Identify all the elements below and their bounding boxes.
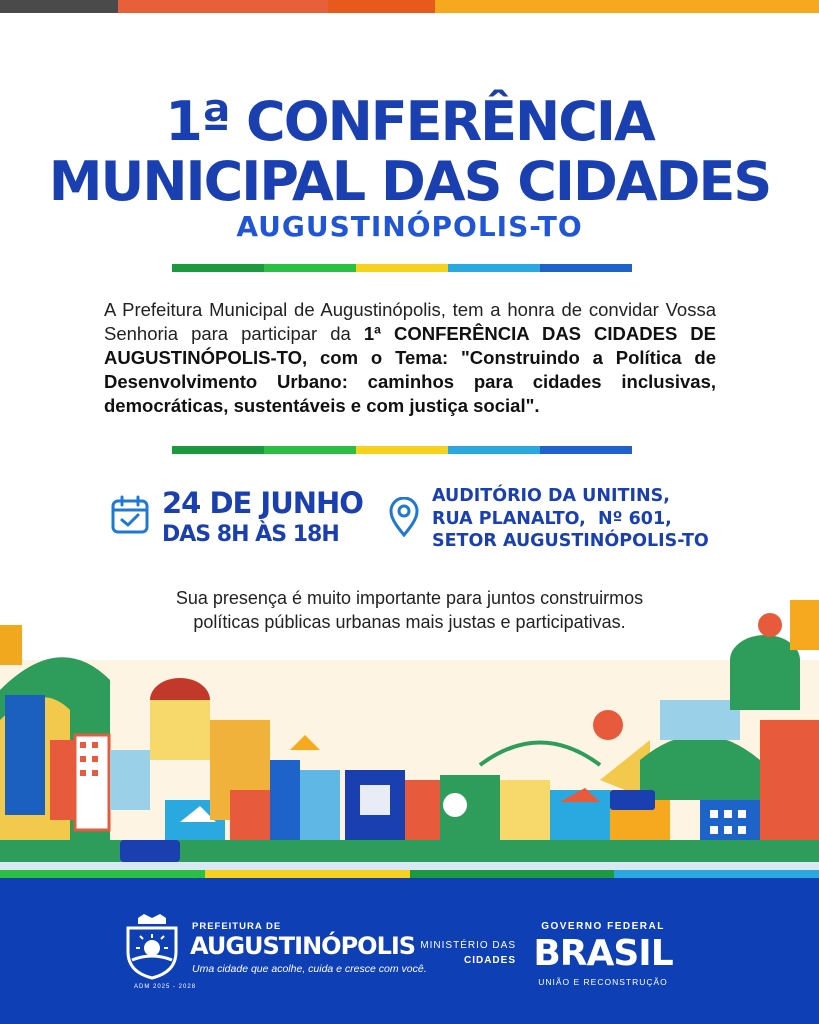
- event-address: [432, 485, 709, 553]
- uniao-reconstrucao-label: UNIÃO E RECONSTRUÇÃO: [538, 977, 668, 987]
- address-line1: AUDITÓRIO DA UNITINS,: [432, 486, 670, 506]
- event-time: DAS 8H ÀS 18H: [162, 522, 339, 547]
- invitation-text: A Prefeitura Municipal de Augustinópolis, tem a honra de convidar Vossa Senhoria para participar da 1ª CONFERÊNCIA DAS CIDADES DE AUGUSTINÓPOLIS-TO, com o Tema: "Construindo a Política de Desenvolvimento Urbano: caminhos para cidades inclusivas, democráticas, sustentáveis e com justiça social".: [104, 299, 717, 416]
- closing-message: Sua presença é muito importante para juntos construirmos políticas públicas urbanas mais justas e participativas.: [175, 588, 644, 632]
- top-color-bar: [0, 0, 819, 13]
- adm-period: ADM 2025 - 2028: [134, 984, 197, 990]
- city-illustration: [0, 600, 819, 880]
- address-line3: SETOR AUGUSTINÓPOLIS-TO: [432, 531, 709, 551]
- prefeitura-name: AUGUSTINÓPOLIS: [190, 932, 416, 960]
- ministerio-label: MINISTÉRIO DAS CIDADES: [420, 940, 516, 966]
- city-subtitle: AUGUSTINÓPOLIS-TO: [236, 210, 583, 243]
- color-stripe-top: [172, 264, 632, 272]
- brasil-logo: BRASIL: [533, 933, 673, 974]
- governo-federal-label: GOVERNO FEDERAL: [541, 921, 665, 932]
- page-title-line2: MUNICIPAL DAS CIDADES: [48, 150, 771, 213]
- page-title-line1: 1ª CONFERÊNCIA: [165, 90, 654, 153]
- prefeitura-small-label: PREFEITURA DE: [192, 921, 282, 932]
- calendar-icon: [110, 495, 150, 535]
- location-pin-icon: [388, 497, 420, 537]
- address-line2: RUA PLANALTO, Nº 601,: [432, 508, 672, 529]
- color-stripe-bottom: [172, 446, 632, 454]
- prefeitura-emblem-logo: [118, 912, 186, 982]
- prefeitura-slogan: Uma cidade que acolhe, cuida e cresce com você.: [192, 963, 427, 975]
- event-date: 24 DE JUNHO: [162, 486, 363, 520]
